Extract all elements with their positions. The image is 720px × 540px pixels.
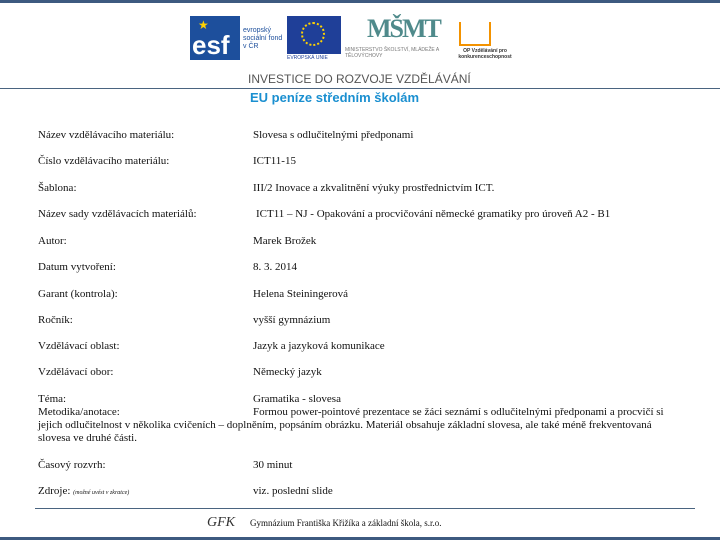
tema-value: Gramatika - slovesa: [253, 393, 341, 405]
school-logo: GFK: [207, 515, 235, 530]
casovy-value: 30 minut: [253, 459, 293, 471]
row-label: Číslo vzdělávacího materiálu:: [38, 155, 170, 167]
row-value: ICT11 – NJ - Opakování a procvičování německé gramatiky pro úroveň A2 - B1: [256, 208, 611, 220]
row-value: 8. 3. 2014: [253, 261, 297, 273]
esf-logo: esf ★ evropský sociální fond v ČR: [192, 18, 283, 60]
row-label: Garant (kontrola):: [38, 288, 118, 300]
row-value: Slovesa s odlučitelnými předponami: [253, 129, 414, 141]
row-value: Helena Steiningerová: [253, 288, 348, 300]
zdroje-value: viz. poslední slide: [253, 485, 333, 497]
row-value: vyšší gymnázium: [253, 314, 331, 326]
zdroje-note: (možné uvést v zkratce): [73, 490, 130, 496]
metodika-line1: Formou power-pointové prezentace se žáci seznámí s odlučitelnými předponami a procvičí si: [253, 406, 664, 418]
row-value: Jazyk a jazyková komunikace: [253, 340, 385, 352]
top-border: [0, 0, 720, 3]
row-label: Název sady vzdělávacích materiálů:: [38, 208, 197, 220]
metodika-line3: slovesa ve druhé části.: [38, 432, 137, 444]
row-label: Šablona:: [38, 182, 77, 194]
metodika-label: Metodika/anotace:: [38, 406, 120, 418]
footer-divider: [35, 508, 695, 509]
op-vk-logo: OP Vzdělávání pro konkurenceschopnost: [445, 14, 525, 64]
row-value: Německý jazyk: [253, 366, 322, 378]
page-title: EU peníze středním školám: [250, 90, 420, 105]
row-label: Název vzdělávacího materiálu:: [38, 129, 175, 141]
tema-label: Téma:: [38, 393, 67, 405]
school-name: Gymnázium Františka Křižíka a základní škola, s.r.o.: [250, 518, 442, 528]
row-label: Datum vytvoření:: [38, 261, 116, 273]
casovy-label: Časový rozvrh:: [38, 459, 106, 471]
row-label: Ročník:: [38, 314, 73, 326]
row-value: ICT11-15: [253, 155, 296, 167]
row-value: Marek Brožek: [253, 235, 317, 247]
row-label: Vzdělávací oblast:: [38, 340, 120, 352]
investice-heading: INVESTICE DO ROZVOJE VZDĚLÁVÁNÍ: [248, 72, 471, 86]
eu-flag-logo: EVROPSKÁ UNIE: [287, 16, 341, 62]
zdroje-label: [38, 485, 129, 497]
zdroje-label-text: Zdroje:: [38, 485, 71, 497]
row-value: III/2 Inovace a zkvalitnění výuky prostřednictvím ICT.: [253, 182, 495, 194]
msmt-logo: MŠMT MINISTERSTVO ŠKOLSTVÍ, MLÁDEŽE A TĚLOVÝCHOVY: [345, 14, 440, 59]
metodika-line2: jejich odlučitelnost v několika cvičeních – doplněním, popsáním obrázku. Materiál obsahuje základní slovesa, ale také méně frekventovaná: [38, 419, 652, 431]
header-divider: [0, 88, 720, 89]
row-label: Vzdělávací obor:: [38, 366, 114, 378]
row-label: Autor:: [38, 235, 67, 247]
